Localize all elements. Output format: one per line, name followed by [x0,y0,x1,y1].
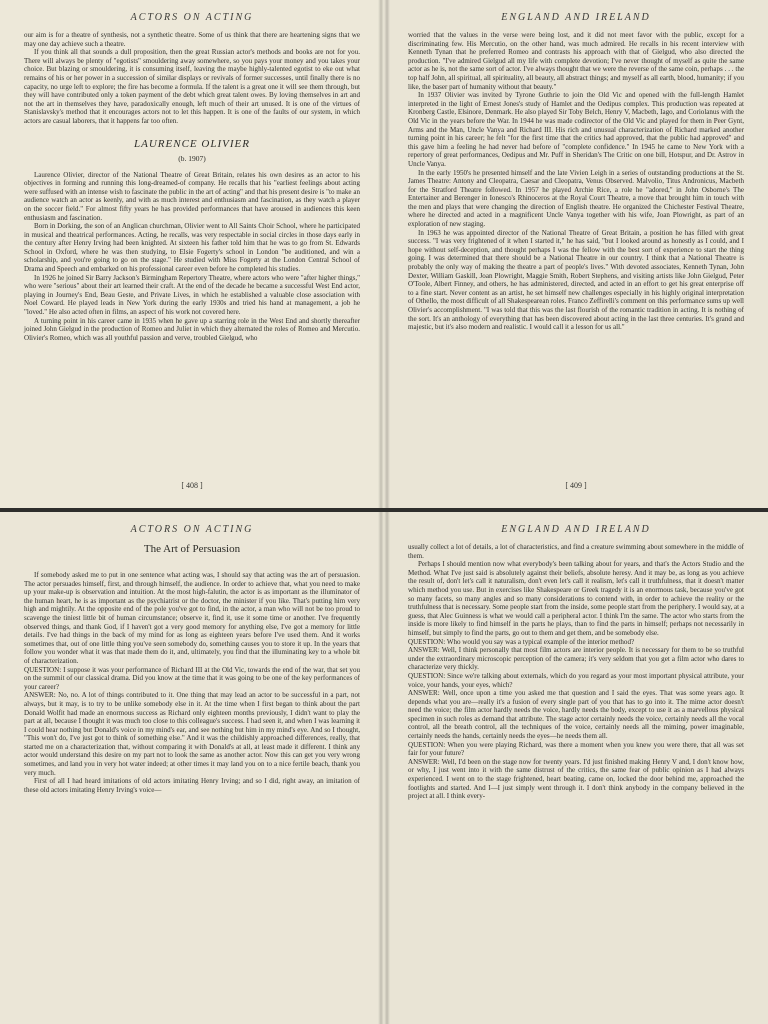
body-text [24,571,360,794]
page-408 [0,0,384,512]
paragraph: If you think all that sounds a dull proposition, then the great Russian actor's methods and books are not for you. There will always be plenty of "egotists" smouldering away somewhere, so you pays your money and you takes your choice. But blazing or smouldering, it is consuming itself, leaving the maybe highly-talented egotist to eke out what remains of his or her power in a succession of similar displays or revivals of former successes, until finally there is no capacity, no urge left to explore; the fire has become a formula. If the talent is a great one it will see them through, but they will have contributed only a token payment of the debt which great talent owes. By loving themselves in art and not the art in themselves they have, paradoxically enough, left much of their art unused. It is one of the virtues of Stanislavsky's method that it encourages actors not to let this happen. It is one of the faults of our system, in which actors are casual laborers, that it happens far too often. [24,48,360,125]
question-paragraph: QUESTION: I suppose it was your performance of Richard III at the Old Vic, towards the end of the war, that set you on the summit of our classical drama. Did you know at the time that it was going to be one of the key performances of your career? [24,665,360,691]
page-number: [ 409 ] [565,481,587,490]
answer-paragraph: ANSWER: Well, once upon a time you asked me that question and I said the eyes. That was some years ago. It depends what you are—really it's a fusion of every single part of you that has to go into it. The mime actor doesn't need the voice; the film actor hardly needs the voice, hardly needs the body, except to use it as a marvellous physical specimen in such roles as demand that attribute. The stage actor certainly needs the voice, certainly needs all the vocal control, all the breath control, all the techniques of the voice, certainly needs all the miming, power imaginable, certainly needs the hands, certainly needs the eyes—he needs them all. [408,689,744,741]
page-number: [ 408 ] [181,481,203,490]
paragraph: In 1926 he joined Sir Barry Jackson's Birmingham Repertory Theatre, where actors who were "after higher things," who were "serious" about their art learned their craft. At the end of the decade he became a successful West End actor, playing in Journey's End, Beau Geste, and Private Lives, in which he established a valuable close association with Noel Coward. He played leads in New York during the early 1930s and tried his hand at management, a job he "loved." He also acted often in films, an aspect of his work not covered here. [24,273,360,317]
body-text [408,31,744,332]
paragraph: our aim is for a theatre of synthesis, not a synthetic theatre. Some of us think that there are heartening signs that we may one day achieve such a theatre. [24,31,360,48]
paragraph: A turning point in his career came in 1935 when he gave up a starring role in the West End and shortly thereafter joined John Gielgud in the production of Romeo and Juliet in which they alternated the roles of Romeo and Mercutio. Olivier's Romeo, which was all youthful passion and verve, troubled Gielgud, who [24,316,360,342]
answer-paragraph: ANSWER: Well, I'd been on the stage now for twenty years. I'd just finished making Henry V and, I don't know how, or why, I just went into it with the same distrust of the critics, the same fear of public opinion as I had always experienced. I went on to the stage frightened, heart beating, came on, locked the door behind me, approached the footlights and started. And I—I just simply went through it. I don't think anybody in the company believed in the project at all. I think every- [408,757,744,801]
paragraph: If somebody asked me to put in one sentence what acting was, I should say that acting was the art of persuasion. The actor persuades himself, first, and through himself, the audience. In order to achieve that, what you need to make up your make-up is observation and intuition. At the most high-falutin, the actor is as important as the illuminator of the human heart, he is as important as the psychiatrist or the doctor, the minister if you like. That's putting him very high and mightily. At the opposite end of the pole you've got to find, in the actor, a man who will not be too proud to scavenge the tiniest little bit of human circumstance; observe it, find it, use it some time or another. I've frequently observed things, and thank God, if I haven't got a very good memory for anything else, I've got a memory for little details. I've had things in the back of my mind for as long as eighteen years before I've used them. And it works sometimes that, out of one little thing you've seen somebody do, something causes you to store it up. In the years that follow you wonder what it was that made them do it, and, ultimately, you find that the illuminating key to a whole bit of characterization. [24,571,360,665]
question-paragraph: QUESTION: Since we're talking about externals, which do you regard as your most important physical attribute, your voice, your hands, your eyes, which? [408,671,744,689]
body-text [24,31,360,126]
running-head: ACTORS ON ACTING [130,524,254,535]
running-head: ACTORS ON ACTING [130,12,254,23]
answer-paragraph: ANSWER: No, no. A lot of things contributed to it. One thing that may lead an actor to be successful in a part, not always, but it may, is to try to be unlike somebody else in it. At the time when I first began to think about the part Donald Wolfit had made an enormous success as Richard only eighteen months previously, I didn't want to play the part at all, because I thought it was much too close to this colleague's success. I had seen it, and when I was learning it I could hear nothing but Donald's voice in my mind's ear, and see nothing but him in my mind's eye. And so I thought, "This won't do, I've just got to think of something else." And it was the childishly approached differences, really, that started me on a characterization that, without comparing it with Donald's at all, at least made it different. I think any actor would understand this desire on my part not to look the same as another actor. Now this can get you very wrong sometimes, and land you in very hot water indeed; at other times it may land you on to a nice fertile beach, thank you very much. [24,691,360,777]
body-text [408,543,744,801]
paragraph: usually collect a lot of details, a lot of characteristics, and find a creature swimming about somewhere in the middle of them. [408,543,744,560]
body-text [24,171,360,343]
paragraph: First of all I had heard imitations of old actors imitating Henry Irving; and so I did, right away, an imitation of these old actors imitating Henry Irving's voice— [24,777,360,794]
page-interview-continued [384,512,768,1024]
running-head: ENGLAND AND IRELAND [501,12,651,23]
paragraph: worried that the values in the verse were being lost, and it did not meet favor with the public, except for a discriminating few. His Mercutio, on the other hand, was much admired. He recalls in his recent interview with Kenneth Tynan that he preferred Romeo and contrasts his approach with that of Gielgud, who also directed the production. "I've admired Gielgud all my life with complete devotion; I've never thought of myself as quite the same actor as he is, not the same sort of actor. I've always thought that we were the reverse of the same coin, perhaps . . . the top half John, all spiritual, all spirituality, all beauty, all abstract things; and myself as all earth, blood, humanity; if you like, the baser part of humanity without that beauty." [408,31,744,91]
page-art-of-persuasion [0,512,384,1024]
question-paragraph: QUESTION: Who would you say was a typical example of the interior method? [408,637,635,646]
paragraph: In 1937 Olivier was invited by Tyrone Guthrie to join the Old Vic and opened with the full-length Hamlet interpreted in the light of Ernest Jones's study of Hamlet and the Oedipus complex. This production was repeated at Kronberg Castle, Elsinore, Denmark. He also played Sir Toby Belch, Henry V, Macbeth, Iago, and Coriolanus with the Old Vic in the years before the War. In 1944 he was made codirector of the Old Vic and played for them in Peer Gynt, Arms and the Man, Uncle Vanya and Richard III. His rich and unusual characterization of Richard marked another turning point in his career; he felt "for the first time that the critics had approved, that the public had approved" and this gave him a feeling he had never had before of "complete confidence." In 1945 he came to New York with a repertory of great performances, Oedipus and Mr. Puff in Sheridan's The Critic on one bill, Hotspur, and Dr. Astrov in Uncle Vanya. [408,91,744,168]
paragraph: In 1963 he was appointed director of the National Theatre of Great Britain, a position he has filled with great success. "I was very frightened of it when I started it," he has said, "but I looked around as honestly as I could, and I hope without self-deception, and thought perhaps I was the fellow with the best sort of experience to start the thing going. I was determined that there should be a National Theatre in our country. I think that a National Theatre is probably the only way of making the theatre a part of people's lives." With devoted associates, Kenneth Tynan, John Dexter, William Gaskill, Joan Plowright, Maggie Smith, Robert Stephens, and visiting artists like John Gielgud, Peter O'Toole, Albert Finney, and others, he has administered, directed, and acted in an effort to get his great enterprise off to a fine start. Never content as an artist, he set himself new challenges especially in his highly original interpretation of Othello, the most difficult of all Shakespearean roles. Franco Zeffirelli's comment on this performance sums up well Olivier's accomplishment. "I was told that this was the last flourish of the romantic tradition in acting. It is nothing of the sort. It's an anthology of everything that has been discovered about acting in the last three centuries. It's grand and majestic, but it's also modern and realistic. I would call it a lesson for us all." [408,228,744,332]
section-title: LAURENCE OLIVIER [134,137,250,150]
question-paragraph: QUESTION: When you were playing Richard, was there a moment when you knew you were there, that all was set fair for your future? [408,740,744,758]
answer-paragraph: ANSWER: Well, I think personally that most film actors are interior people. It is necessary for them to be so truthful under the extraordinary microscopic perception of the camera; it's very seldom that you get a film actor who dares to characterize very thickly. [408,646,744,672]
chapter-title: The Art of Persuasion [143,543,241,555]
paragraph: Born in Dorking, the son of an Anglican churchman, Olivier went to All Saints Choir School, where he participated in musical and theatrical performances. Acting, he recalls, was very respectable in social circles in those days early in the century after Henry Irving had been knighted. At sixteen his father told him that he was to go from St. Edwards School in Oxford, where he was then studying, to Elsie Fogerty's school in London "be auditioned, and win a scholarship, and you're going to go on the stage." He studied with Miss Fogerty at the London Central School of Drama and Speech and embarked on his professional career even before he completed his studies. [24,222,360,274]
page-gutter-shadow [384,512,390,1024]
running-head: ENGLAND AND IRELAND [501,524,651,535]
paragraph: In the early 1950's he presented himself and the late Vivien Leigh in a series of outstanding productions at the St. James Theatre: Antony and Cleopatra, Caesar and Cleopatra, Venus Observed. Malvolio, Titus Andronicus, Macbeth for the Stratford Theatre followed. In 1957 he played Archie Rice, a role he "adored," in John Osborne's The Entertainer and Berenger in Ionesco's Rhinoceros at the Royal Court Theatre, a move that brought him in touch with the men and plays that were changing the direction of English theatre. He organized the Chichester Festival Theatre, where he directed and acted in a magnificent Uncle Vanya together with his wife, Joan Plowright, as part of an exploration of new staging. [408,168,744,229]
paragraph: Perhaps I should mention now what everybody's been talking about for years, and that's the Actors Studio and the Method. What I've just said is absolutely against their beliefs, absolute heresy. And it may be, as long as you achieve the result of, don't let's call it naturalism, don't even let's call it realism, let's call it truthfulness, that it doesn't matter which method you use. But in exercises like Shakespeare or Greek tragedy it is an enormous task, because you've got so many facets, so many angles and so many considerations to contend with, in order to achieve the reality or the truthfulness that is necessary. Some people start from the inside, some people start from the periphery. I would say, at a guess, that Alec Guinness is what we would call a peripheral actor. I think I'm the same. The actor who starts from the inside is more likely to find himself in the parts he plays, than to find the parts in himself; perhaps not necessarily in himself, but simply to find the parts, go out to them and get them, and be somebody else. [408,560,744,637]
page-409 [384,0,768,512]
life-dates: (b. 1907) [178,153,206,163]
paragraph: Laurence Olivier, director of the National Theatre of Great Britain, relates his own desires as an actor to his objectives in forming and running this long-dreamed-of company. He recalls that his "earliest feelings about acting were suffused with an intense wish to fascinate the public in the art of acting" and that his present desire is "to make an audience watch an actor as keenly, and with as much interest and enthusiasm and fascination, as they watch a player on the soccer field." For almost fifty years he has provided performances that have aroused in audiences this keen enthusiasm and fascination. [24,170,360,222]
page-gutter-shadow [384,0,390,512]
